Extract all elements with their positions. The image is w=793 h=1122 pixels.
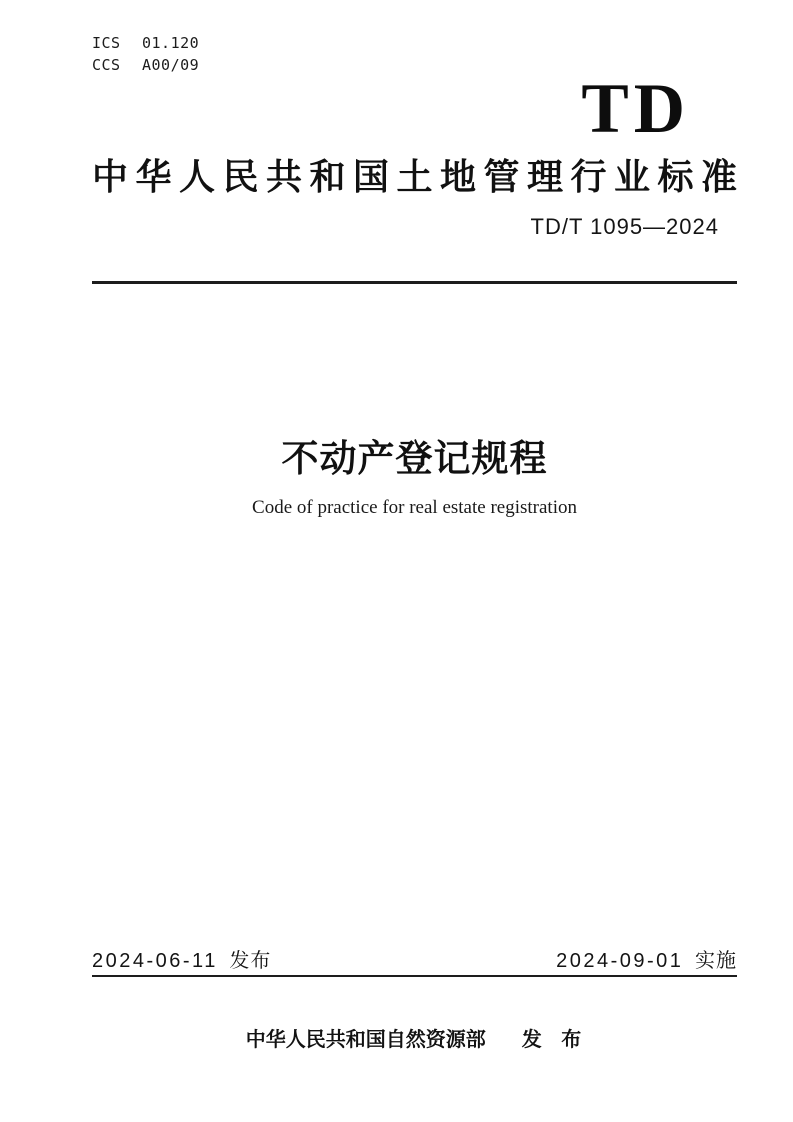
implementation-date: 2024-09-01 (556, 950, 684, 972)
ics-label: ICS (92, 34, 121, 52)
footer-divider-rule (92, 975, 737, 977)
ics-value: 01.120 (142, 34, 200, 52)
ics-code-row (92, 32, 199, 54)
standard-type-heading: 中华人民共和国土地管理行业标准 (92, 156, 745, 197)
publish-action-label: 发 布 (521, 1029, 584, 1051)
ccs-label: CCS (92, 56, 121, 74)
issue-label: 发布 (229, 950, 272, 972)
ccs-value: A00/09 (142, 56, 200, 74)
publisher-row (92, 1023, 737, 1052)
issue-date: 2024-06-11 (92, 950, 218, 972)
td-standard-logo: TD (581, 70, 690, 148)
implementation-label: 实施 (695, 950, 737, 972)
header-divider-rule (92, 281, 737, 284)
issue-date-item (92, 944, 271, 973)
document-title-zh: 不动产登记规程 (281, 438, 548, 479)
standard-number: TD/T 1095—2024 (530, 214, 719, 239)
classification-codes (92, 32, 199, 76)
ccs-code-row (92, 54, 199, 76)
implementation-date-item (556, 944, 737, 973)
publisher-name: 中华人民共和国自然资源部 (245, 1029, 486, 1051)
dates-row (92, 944, 737, 973)
document-title-en: Code of practice for real estate registration (252, 497, 577, 518)
